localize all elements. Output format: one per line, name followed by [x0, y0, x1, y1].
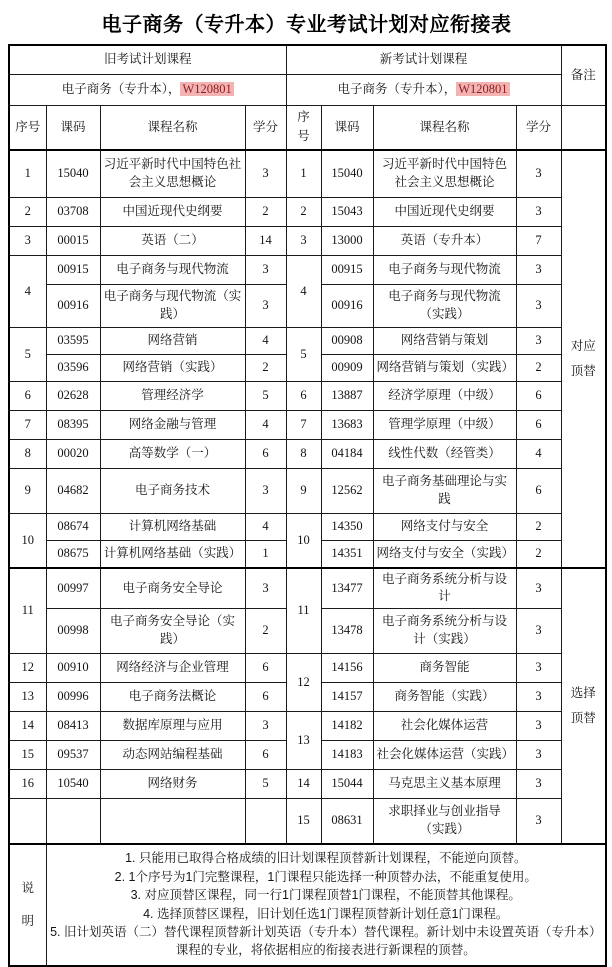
table-row [9, 568, 606, 609]
old-code [46, 798, 100, 844]
new-credit: 3 [516, 740, 561, 769]
new-seq: 8 [286, 439, 321, 468]
new-seq: 11 [286, 568, 321, 654]
old-course-name: 网络营销 [100, 327, 245, 354]
new-course-name: 电子商务系统分析与设计（实践） [373, 608, 516, 653]
new-credit: 6 [516, 381, 561, 410]
new-credit: 3 [516, 284, 561, 327]
old-course-name: 习近平新时代中国特色社会主义思想概论 [100, 150, 245, 198]
new-code: 15043 [321, 197, 373, 226]
new-code: 13683 [321, 410, 373, 439]
old-course-name: 电子商务法概论 [100, 682, 245, 711]
new-code: 14157 [321, 682, 373, 711]
new-seq: 13 [286, 711, 321, 769]
old-credit: 2 [245, 354, 286, 381]
old-seq: 14 [9, 711, 46, 740]
new-major-label: 电子商务（专升本）， [337, 82, 457, 97]
old-course-name: 计算机网络基础 [100, 513, 245, 540]
old-credit: 6 [245, 653, 286, 682]
old-seq: 11 [9, 568, 46, 654]
old-credit: 6 [245, 740, 286, 769]
old-code: 03595 [46, 327, 100, 354]
old-course-name: 动态网站编程基础 [100, 740, 245, 769]
old-major-cell [9, 75, 286, 106]
new-course-name: 电子商务基础理论与实践 [373, 468, 516, 513]
old-course-name: 电子商务与现代物流 [100, 255, 245, 284]
new-course-name: 求职择业与创业指导（实践） [373, 798, 516, 844]
old-code: 00997 [46, 568, 100, 609]
old-code: 09537 [46, 740, 100, 769]
old-course-name: 电子商务安全导论 [100, 568, 245, 609]
new-code: 00908 [321, 327, 373, 354]
old-course-name: 电子商务与现代物流（实践） [100, 284, 245, 327]
old-credit: 5 [245, 769, 286, 798]
new-course-name: 英语（专升本） [373, 226, 516, 255]
table-row [9, 197, 606, 226]
new-code: 15044 [321, 769, 373, 798]
new-credit: 3 [516, 682, 561, 711]
table-row [9, 468, 606, 513]
new-code: 13000 [321, 226, 373, 255]
notes-label: 说明 [9, 844, 46, 966]
new-course-name: 网络支付与安全 [373, 513, 516, 540]
new-code: 13887 [321, 381, 373, 410]
old-credit: 6 [245, 682, 286, 711]
new-credit: 4 [516, 439, 561, 468]
note-item: 1. 只能用已取得合格成绩的旧计划课程顶替新计划课程，不能逆向顶替。 [125, 851, 527, 866]
old-major-label: 电子商务（专升本）， [61, 82, 181, 97]
new-course-name: 电子商务与现代物流 [373, 255, 516, 284]
new-code: 14351 [321, 540, 373, 568]
old-code: 00915 [46, 255, 100, 284]
new-credit: 3 [516, 653, 561, 682]
new-course-name: 商务智能 [373, 653, 516, 682]
old-seq: 13 [9, 682, 46, 711]
new-course-name: 商务智能（实践） [373, 682, 516, 711]
old-credit: 3 [245, 255, 286, 284]
new-credit: 2 [516, 513, 561, 540]
new-plan-header: 新考试计划课程 [286, 45, 561, 75]
old-code: 00916 [46, 284, 100, 327]
old-credit: 3 [245, 711, 286, 740]
new-code: 00909 [321, 354, 373, 381]
new-code: 13478 [321, 608, 373, 653]
old-course-name: 计算机网络基础（实践） [100, 540, 245, 568]
new-seq: 10 [286, 513, 321, 568]
old-credit: 1 [245, 540, 286, 568]
new-code: 12562 [321, 468, 373, 513]
new-seq: 12 [286, 653, 321, 711]
new-seq: 2 [286, 197, 321, 226]
new-credit: 3 [516, 608, 561, 653]
old-seq: 16 [9, 769, 46, 798]
new-credit: 2 [516, 354, 561, 381]
note-item: 2. 1个序号为1门完整课程，1门课程只能选择一种顶替办法，不能重复使用。 [114, 869, 537, 884]
new-course-name: 网络支付与安全（实践） [373, 540, 516, 568]
new-code-header: 课码 [321, 106, 373, 150]
new-credit-header: 学分 [516, 106, 561, 150]
new-seq: 9 [286, 468, 321, 513]
new-code: 14183 [321, 740, 373, 769]
new-code: 14350 [321, 513, 373, 540]
table-row [9, 798, 606, 844]
old-seq: 3 [9, 226, 46, 255]
old-course-name [100, 798, 245, 844]
new-code: 00916 [321, 284, 373, 327]
new-code: 00915 [321, 255, 373, 284]
new-credit: 3 [516, 711, 561, 740]
new-seq: 3 [286, 226, 321, 255]
new-seq: 1 [286, 150, 321, 198]
old-code: 00910 [46, 653, 100, 682]
old-seq-header: 序号 [9, 106, 46, 150]
new-credit: 3 [516, 798, 561, 844]
remark-header-spacer [561, 106, 606, 150]
note-item: 4. 选择顶替区课程，旧计划任选1门课程顶替新计划任意1门课程。 [143, 906, 509, 921]
table-row [9, 226, 606, 255]
old-seq: 10 [9, 513, 46, 568]
table-row [9, 653, 606, 682]
old-credit: 14 [245, 226, 286, 255]
old-course-name: 网络金融与管理 [100, 410, 245, 439]
new-code: 15040 [321, 150, 373, 198]
old-code: 03596 [46, 354, 100, 381]
note-item: 5. 旧计划英语（二）替代课程顶替新计划英语（专升本）替代课程。新计划中未设置英语（专升本）课程的专业，将依据相应的衔接表进行新课程的顶替。 [50, 925, 602, 957]
new-seq: 7 [286, 410, 321, 439]
new-course-name: 网络营销与策划（实践） [373, 354, 516, 381]
old-credit: 2 [245, 608, 286, 653]
old-seq [9, 798, 46, 844]
table-row [9, 45, 606, 75]
table-row [9, 255, 606, 284]
new-course-name: 线性代数（经管类） [373, 439, 516, 468]
table-row [9, 769, 606, 798]
old-seq: 4 [9, 255, 46, 327]
remark-correspond: 对应顶替 [561, 150, 606, 568]
new-credit: 3 [516, 568, 561, 609]
new-course-name: 电子商务与现代物流（实践） [373, 284, 516, 327]
old-code: 00020 [46, 439, 100, 468]
old-credit: 3 [245, 568, 286, 609]
new-credit: 3 [516, 327, 561, 354]
new-seq: 15 [286, 798, 321, 844]
old-code: 15040 [46, 150, 100, 198]
new-code: 13477 [321, 568, 373, 609]
old-course-name: 高等数学（一） [100, 439, 245, 468]
new-credit: 6 [516, 410, 561, 439]
old-code: 08675 [46, 540, 100, 568]
note-item: 3. 对应顶替区课程，同一行1门课程顶替1门课程，不能顶替其他课程。 [130, 888, 521, 903]
table-row [9, 327, 606, 354]
old-credit: 3 [245, 150, 286, 198]
old-major-code: W120801 [182, 82, 232, 97]
old-course-name: 英语（二） [100, 226, 245, 255]
old-seq: 8 [9, 439, 46, 468]
new-seq: 6 [286, 381, 321, 410]
new-seq-header: 序号 [286, 106, 321, 150]
old-code: 04682 [46, 468, 100, 513]
old-code: 00015 [46, 226, 100, 255]
old-seq: 7 [9, 410, 46, 439]
old-course-name: 管理经济学 [100, 381, 245, 410]
table-row [9, 844, 606, 966]
table-row [9, 381, 606, 410]
new-credit: 3 [516, 150, 561, 198]
new-course-name: 马克思主义基本原理 [373, 769, 516, 798]
table-row [9, 513, 606, 540]
old-code: 10540 [46, 769, 100, 798]
new-course-name: 电子商务系统分析与设计 [373, 568, 516, 609]
old-seq: 2 [9, 197, 46, 226]
old-plan-header: 旧考试计划课程 [9, 45, 286, 75]
table-row [9, 150, 606, 198]
table-row [9, 410, 606, 439]
old-course-name: 网络经济与企业管理 [100, 653, 245, 682]
old-course-name: 中国近现代史纲要 [100, 197, 245, 226]
old-credit: 4 [245, 513, 286, 540]
new-course-name: 管理学原理（中级） [373, 410, 516, 439]
new-code: 04184 [321, 439, 373, 468]
old-code: 03708 [46, 197, 100, 226]
old-seq: 5 [9, 327, 46, 381]
old-credit: 6 [245, 439, 286, 468]
old-course-name: 网络营销（实践） [100, 354, 245, 381]
old-credit: 4 [245, 410, 286, 439]
new-code: 08631 [321, 798, 373, 844]
new-credit: 7 [516, 226, 561, 255]
old-seq: 15 [9, 740, 46, 769]
new-course-name: 中国近现代史纲要 [373, 197, 516, 226]
new-seq: 5 [286, 327, 321, 381]
new-course-name: 网络营销与策划 [373, 327, 516, 354]
old-code: 08395 [46, 410, 100, 439]
new-credit: 3 [516, 769, 561, 798]
new-credit: 3 [516, 197, 561, 226]
new-credit: 3 [516, 255, 561, 284]
old-credit: 2 [245, 197, 286, 226]
table-row [9, 711, 606, 740]
old-credit [245, 798, 286, 844]
old-credit: 4 [245, 327, 286, 354]
new-seq: 14 [286, 769, 321, 798]
old-seq: 9 [9, 468, 46, 513]
old-credit: 3 [245, 468, 286, 513]
old-code: 02628 [46, 381, 100, 410]
new-seq: 4 [286, 255, 321, 327]
course-table [8, 44, 607, 967]
new-major-code: W120801 [458, 82, 508, 97]
new-credit: 2 [516, 540, 561, 568]
new-code: 14182 [321, 711, 373, 740]
old-name-header: 课程名称 [100, 106, 245, 150]
old-code: 00996 [46, 682, 100, 711]
new-major-cell [286, 75, 561, 106]
new-credit: 6 [516, 468, 561, 513]
notes-content [46, 844, 606, 966]
old-credit: 3 [245, 284, 286, 327]
old-code-header: 课码 [46, 106, 100, 150]
remark-header: 备注 [561, 45, 606, 106]
new-name-header: 课程名称 [373, 106, 516, 150]
new-course-name: 社会化媒体运营 [373, 711, 516, 740]
old-code: 00998 [46, 608, 100, 653]
old-seq: 12 [9, 653, 46, 682]
remark-selective: 选择顶替 [561, 568, 606, 844]
page-title: 电子商务（专升本）专业考试计划对应衔接表 [101, 14, 512, 36]
table-row [9, 439, 606, 468]
old-code: 08674 [46, 513, 100, 540]
new-code: 14156 [321, 653, 373, 682]
old-seq: 6 [9, 381, 46, 410]
old-course-name: 电子商务安全导论（实践） [100, 608, 245, 653]
old-course-name: 网络财务 [100, 769, 245, 798]
old-course-name: 电子商务技术 [100, 468, 245, 513]
table-row [9, 106, 606, 150]
old-seq: 1 [9, 150, 46, 198]
old-course-name: 数据库原理与应用 [100, 711, 245, 740]
new-course-name: 习近平新时代中国特色社会主义思想概论 [373, 150, 516, 198]
old-credit-header: 学分 [245, 106, 286, 150]
old-code: 08413 [46, 711, 100, 740]
old-credit: 5 [245, 381, 286, 410]
table-row [9, 75, 606, 106]
new-course-name: 社会化媒体运营（实践） [373, 740, 516, 769]
new-course-name: 经济学原理（中级） [373, 381, 516, 410]
